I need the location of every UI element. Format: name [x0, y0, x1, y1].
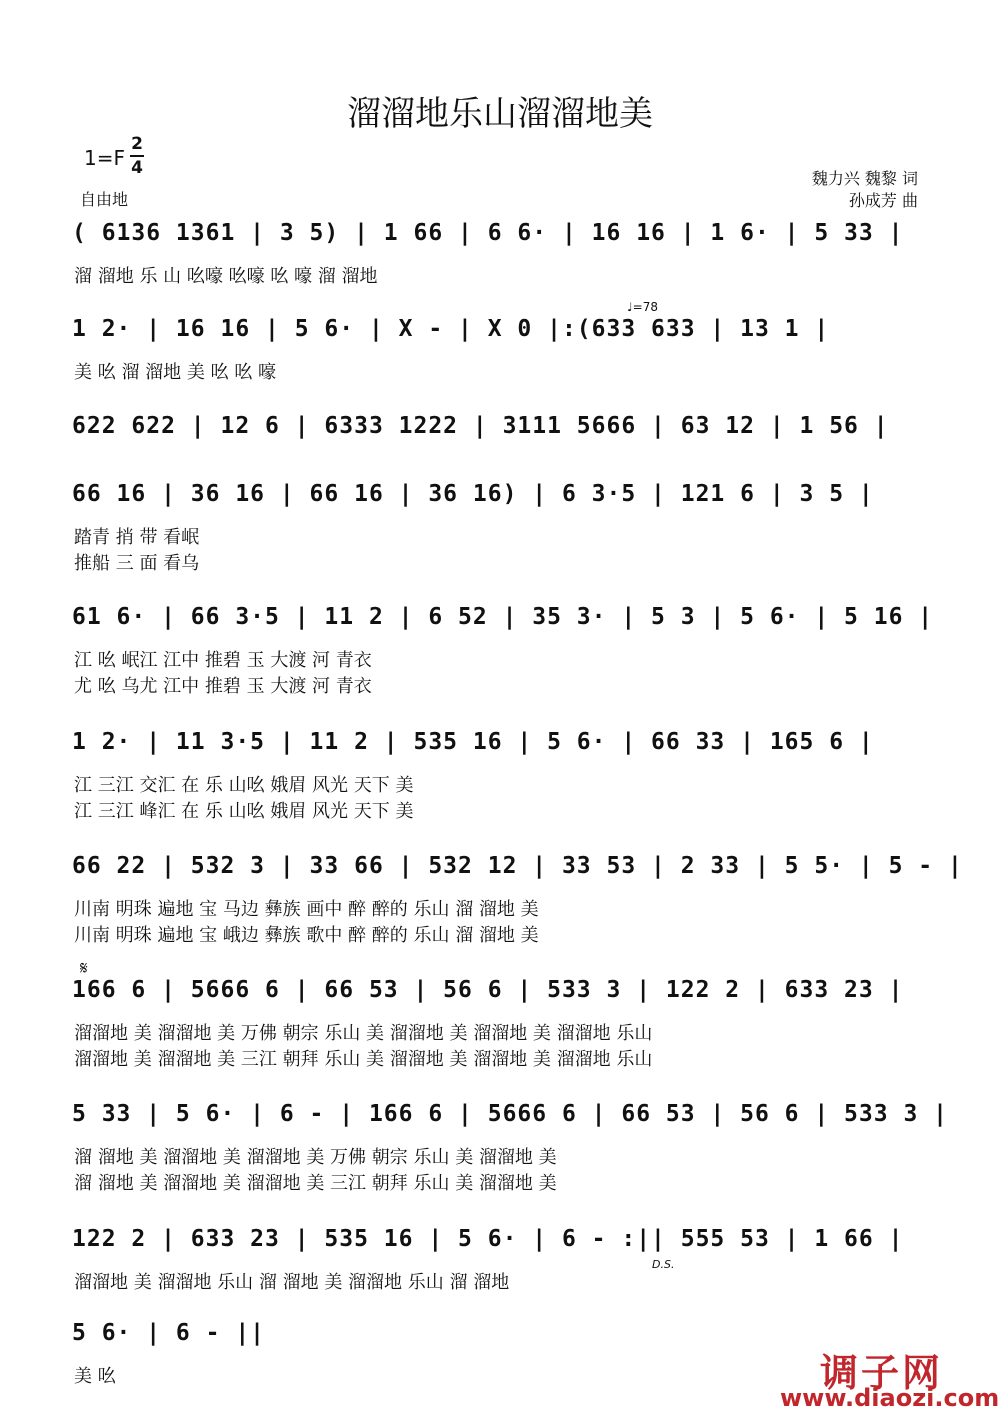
notes-row: 66 22 | 532 3 | 33 66 | 532 12 | 33 53 | 2 33 | 5 5· | 5 - |: [72, 853, 963, 879]
lyrics-row: 溜溜地 美 溜溜地 美 万佛 朝宗 乐山 美 溜溜地 美 溜溜地 美 溜溜地 乐山: [74, 1023, 653, 1044]
lyrics-row: 江 三江 交汇 在 乐 山吆 娥眉 风光 天下 美: [74, 775, 414, 796]
ds-mark: D.S.: [652, 1258, 675, 1271]
notes-row: 622 622 | 12 6 | 6333 1222 | 3111 5666 | 63 12 | 1 56 |: [72, 413, 889, 439]
lyrics-row: 溜 溜地 美 溜溜地 美 溜溜地 美 万佛 朝宗 乐山 美 溜溜地 美: [74, 1147, 557, 1168]
segno-icon: 𝄋: [80, 958, 88, 979]
key-signature: 1=F: [84, 146, 125, 170]
notes-row: 5 33 | 5 6· | 6 - | 166 6 | 5666 6 | 66 53 | 56 6 | 533 3 |: [72, 1101, 948, 1127]
notes-row: 5 6· | 6 - ||: [72, 1320, 266, 1346]
credit-words: 魏力兴 魏黎 词: [811, 169, 918, 188]
lyrics-row: 溜溜地 美 溜溜地 美 三江 朝拜 乐山 美 溜溜地 美 溜溜地 美 溜溜地 乐山: [74, 1049, 653, 1070]
notes-row: 61 6· | 66 3·5 | 11 2 | 6 52 | 35 3· | 5 3 | 5 6· | 5 16 |: [72, 604, 934, 630]
tempo-text: 自由地: [80, 190, 129, 209]
lyrics-row: 踏青 捎 带 看岷: [74, 527, 200, 548]
lyrics-row: 美 吆 溜 溜地 美 吆 吆 嚎: [74, 362, 277, 383]
notes-row: 1 2· | 16 16 | 5 6· | X - | X 0 |:(633 633 | 13 1 |: [72, 316, 830, 342]
watermark-name: 调子网: [820, 1351, 944, 1395]
lyrics-row: 川南 明珠 遍地 宝 峨边 彝族 歌中 醉 醉的 乐山 溜 溜地 美: [74, 925, 539, 946]
lyrics-row: 川南 明珠 遍地 宝 马边 彝族 画中 醉 醉的 乐山 溜 溜地 美: [74, 899, 539, 920]
lyrics-row: 推船 三 面 看乌: [74, 553, 200, 574]
lyrics-row: 美 吆: [74, 1366, 116, 1387]
lyrics-row: 溜 溜地 美 溜溜地 美 溜溜地 美 三江 朝拜 乐山 美 溜溜地 美: [74, 1173, 557, 1194]
tempo-mark: ♩=78: [627, 300, 658, 314]
time-signature-top: 2: [131, 134, 143, 154]
lyrics-row: 溜溜地 美 溜溜地 乐山 溜 溜地 美 溜溜地 乐山 溜 溜地: [74, 1272, 510, 1293]
time-signature: [130, 134, 144, 178]
lyrics-row: 江 三江 峰汇 在 乐 山吆 娥眉 风光 天下 美: [74, 801, 414, 822]
lyrics-row: 溜 溜地 乐 山 吆嚎 吆嚎 吆 嚎 溜 溜地: [74, 266, 378, 287]
time-signature-bottom: 4: [131, 158, 143, 178]
lyrics-row: 江 吆 岷江 江中 推碧 玉 大渡 河 青衣: [74, 650, 372, 671]
notes-row: 66 16 | 36 16 | 66 16 | 36 16) | 6 3·5 | 121 6 | 3 5 |: [72, 481, 874, 507]
notes-row: 1 2· | 11 3·5 | 11 2 | 535 16 | 5 6· | 66 33 | 165 6 |: [72, 729, 874, 755]
page-title: 溜溜地乐山溜溜地美: [347, 94, 653, 134]
watermark-url: www.diaozi.com: [780, 1384, 1000, 1412]
lyrics-row: 尤 吆 乌尤 江中 推碧 玉 大渡 河 青衣: [74, 676, 372, 697]
notes-row: ( 6136 1361 | 3 5) | 1 66 | 6 6· | 16 16 | 1 6· | 5 33 |: [72, 220, 904, 246]
credit-music: 孙成芳 曲: [848, 191, 918, 210]
notes-row: 122 2 | 633 23 | 535 16 | 5 6· | 6 - :|| 555 53 | 1 66 |: [72, 1226, 904, 1252]
notes-row: 166 6 | 5666 6 | 66 53 | 56 6 | 533 3 | 122 2 | 633 23 |: [72, 977, 904, 1003]
time-signature-bar: [130, 155, 144, 157]
